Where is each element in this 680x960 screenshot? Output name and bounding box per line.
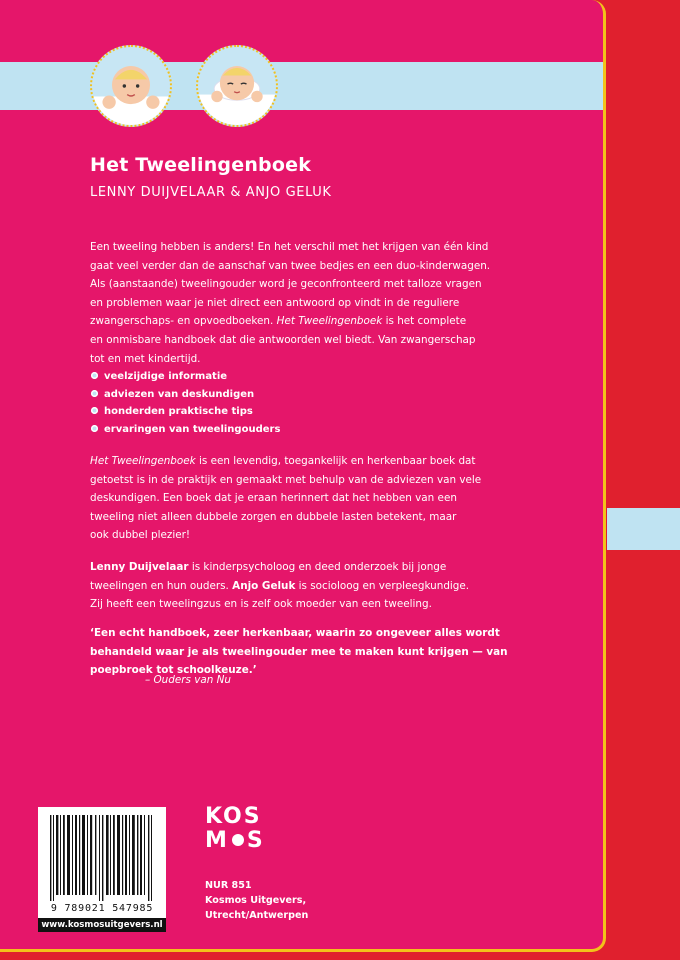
intro-text: zwangerschaps- en opvoedboeken. [90,315,277,328]
book-authors: LENNY DUIJVELAAR & ANJO GELUK [90,185,332,200]
bullet-dot-icon [91,372,98,379]
isbn-number: 9 789021 547985 [50,903,154,914]
bio-line: Zij heeft een tweelingzus en is zelf ook moeder van een tweeling. [90,598,432,611]
intro-line: Een tweeling hebben is anders! En het verschil met het krijgen van één kind [90,241,489,253]
intro-line [90,312,530,331]
intro-text: is het complete [382,315,467,328]
list-item [90,421,390,439]
bullet-dot-icon [91,425,98,432]
intro-line: Als (aanstaande) tweelingouder word je geconfronteerd met talloze vragen [90,278,482,291]
logo-letter: S [246,828,265,853]
list-item [90,386,390,404]
description-line: ook dubbel plezier! [90,529,191,542]
intro-line: en problemen waar je niet direct een antwoord op vindt in de reguliere [90,296,460,309]
quote-line: poepbroek tot schoolkeuze.’ [90,664,257,677]
intro-line: en onmisbare handboek dat die antwoorden wel biedt. Van zwangerschap [90,333,476,346]
bio-line [90,577,530,596]
description-line: deskundigen. Een boek dat je eraan herinnert dat het hebben van een [90,492,457,505]
list-item-label: veelzijdige informatie [104,371,228,382]
baby-medallion-right [196,45,278,127]
publisher-url[interactable]: www.kosmosuitgevers.nl [38,918,166,932]
description-text: is een levendig, toegankelijk en herkenbaar boek dat [195,455,476,467]
baby-illustration-icon [198,47,276,125]
nur-code: NUR 851 [205,880,252,891]
list-item [90,368,390,386]
barcode [38,807,166,932]
logo-bottom-row [205,829,265,853]
bullet-dot-icon [91,390,98,397]
book-title-inline: Het Tweelingenboek [276,315,383,328]
list-item-label: ervaringen van tweelingouders [104,423,281,435]
publisher-city: Utrecht/Antwerpen [205,910,309,921]
intro-line: tot en met kindertijd. [90,352,201,365]
author-name: Lenny Duijvelaar [90,561,189,573]
baby-illustration-icon [92,47,170,125]
logo-top-row: KOS [205,804,262,829]
baby-medallion-left [90,45,172,127]
list-item [90,403,390,421]
quote-line: behandeld waar je als tweelingouder mee te maken kunt krijgen — van [90,645,508,658]
publisher-info [205,878,308,923]
blue-band-right [607,508,680,550]
list-item-label: honderden praktische tips [104,406,253,418]
description-line: getoetst is in de praktijk en gemaakt met behulp van de adviezen van vele [90,473,482,486]
feature-list [90,368,390,438]
author-bio [90,558,530,614]
quote-source: – Ouders van Nu [145,674,232,686]
review-quote [90,624,530,680]
description-paragraph [90,452,530,545]
logo-letter: M [205,828,229,853]
barcode-bars-icon [48,815,156,901]
publisher-logo [205,805,265,855]
book-title: Het Tweelingenboek [90,154,312,176]
bio-text: tweelingen en hun ouders. [90,579,233,592]
description-line [90,452,530,471]
bio-text: is socioloog en verpleegkundige. [295,579,470,592]
bio-line [90,558,530,577]
intro-paragraph [90,238,530,368]
bio-text: is kinderpsycholoog en deed onderzoek bij jonge [188,561,447,573]
quote-line: ‘Een echt handboek, zeer herkenbaar, waarin zo ongeveer alles wordt [90,627,500,639]
book-title-inline: Het Tweelingenboek [90,455,196,467]
list-item-label: adviezen van deskundigen [104,388,255,400]
bullet-dot-icon [91,407,98,414]
description-line: tweeling niet alleen dubbele zorgen en dubbele lasten betekent, maar [90,510,457,523]
author-name: Anjo Geluk [232,579,296,592]
intro-line: gaat veel verder dan de aanschaf van twee bedjes en een duo-kinderwagen. [90,259,491,272]
publisher-name: Kosmos Uitgevers, [205,895,307,906]
logo-dot-icon [232,834,244,846]
